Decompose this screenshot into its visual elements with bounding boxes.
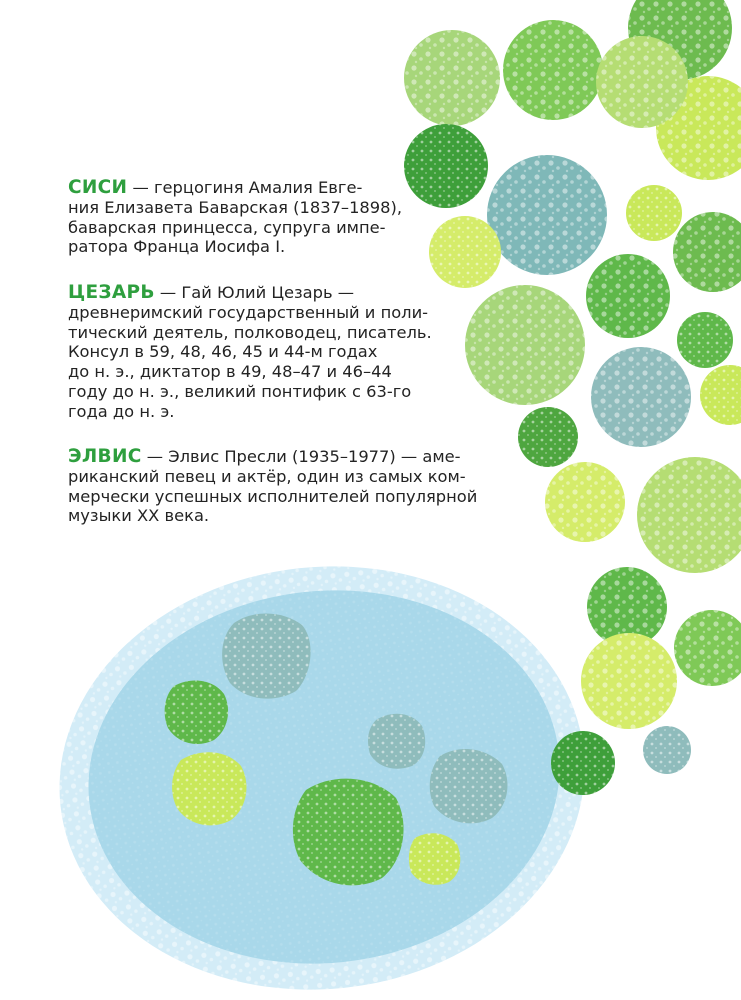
entry-text-line: года до н. э. bbox=[68, 401, 175, 421]
entry-text: — герцогиня Амалия Евге- bbox=[127, 178, 363, 197]
entry-elvis bbox=[68, 447, 498, 526]
entry-first-line bbox=[68, 178, 498, 198]
entry-term: ЭЛВИС bbox=[68, 446, 142, 467]
entry-text-line: Консул в 59, 48, 46, 45 и 44-м годах bbox=[68, 342, 378, 362]
entry-term: ЦЕЗАРЬ bbox=[68, 282, 155, 303]
entry-text-line: музыки XX века. bbox=[68, 506, 210, 526]
entry-text-line: до н. э., диктатор в 49, 48–47 и 46–44 bbox=[68, 362, 392, 382]
entry-sisi bbox=[68, 178, 498, 257]
entry-term: СИСИ bbox=[68, 177, 128, 198]
entry-first-line bbox=[68, 447, 498, 467]
entry-text: — Гай Юлий Цезарь — bbox=[154, 283, 355, 302]
pond-illustration bbox=[38, 541, 605, 1000]
entry-text-line: году до н. э., великий понтифик с 63-го bbox=[68, 381, 412, 401]
entry-caesar bbox=[68, 283, 498, 422]
entry-text-line: ратора Франца Иосифа I. bbox=[68, 237, 286, 257]
entry-text-line: риканский певец и актёр, один из самых ком- bbox=[68, 466, 466, 486]
entry-text-line: тический деятель, полководец, писатель. bbox=[68, 322, 432, 342]
entry-text-line: баварская принцесса, супруга импе- bbox=[68, 217, 386, 237]
entry-text: — Элвис Пресли (1935–1977) — аме- bbox=[141, 447, 461, 466]
entry-text-line: древнеримский государственный и поли- bbox=[68, 302, 429, 322]
entry-first-line bbox=[68, 283, 498, 303]
entry-text-line: ния Елизавета Баварская (1837–1898), bbox=[68, 197, 403, 217]
entry-text-line: мерчески успешных исполнителей популярной bbox=[68, 486, 478, 506]
